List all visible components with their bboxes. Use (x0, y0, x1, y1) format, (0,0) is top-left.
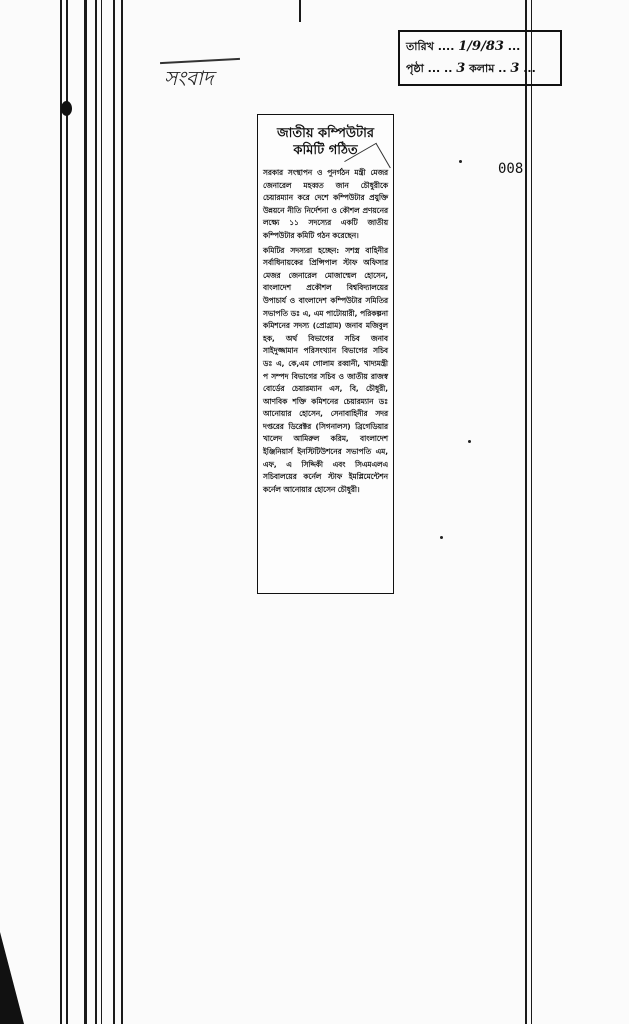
date-stamp (398, 30, 562, 86)
stamp-date-value: 1/9/83 (458, 39, 504, 54)
newspaper-clipping (257, 114, 394, 594)
margin-line (101, 0, 102, 1024)
headline-line-1: জাতীয় কম্পিউটার (276, 126, 375, 141)
page-edge-line (299, 0, 301, 22)
clipping-paragraph-2: কমিটির সদস্যরা হচ্ছেন: সশস্ত্র বাহিনীর সর্বাধিনায়কের প্রিন্সিপাল স্টাফ অফিসার মেজর জেনারেল মোজাম্মেল হোসেন, বাংলাদেশ প্রকৌশল বিশ্ববিদ্যালয়ের উপাচার্য ও বাংলাদেশ কম্পিউটার সমিতির সভাপতি ডঃ এ, এম পাটোয়ারী, পরিকল্পনা কমিশনের সদস্য (প্রোগ্রাম) জনাব মজিবুল হক, অর্থ বিভাগের সচিব জনাব সাইদুজ্জামান পরিসংখ্যান বিভাগের সচিব ডঃ এ, কে,এম গোলাম রব্বানী, খাদ্যমন্ত্রী প সম্পদ বিভাগের সচিব ও জাতীয় রাজস্ব বোর্ডের চেয়ারম্যান এস, বি, চৌধুরী, আণবিক শক্তি কমিশনের চেয়ারম্যান ডঃ আনোয়ার হোসেন, সেনাবাহিনীর সদর দপ্তরের ডিরেক্টর (সিগনালস) ব্রিগেডিয়ার খালেদ আমিরুল করিম, বাংলাদেশ ইঞ্জিনিয়ার্স ইনস্টিটিউশনের সভাপতি এম, এফ, এ সিদ্দিকী এবং সিএমএলএ সচিবালয়ের কর্নেল স্টাফ ইমপ্লিমেন্টেশন কর্নেল আনোয়ার হোসেন চৌধুরী। (263, 245, 388, 494)
handwritten-label-text: সংবাদ (164, 66, 214, 90)
dust-speck (459, 160, 462, 163)
punch-hole (61, 101, 72, 116)
stamp-page-label: পৃষ্ঠা (406, 62, 424, 75)
margin-line (66, 0, 68, 1024)
stamp-page-row: পৃষ্ঠা ... .. 3 কলাম .. 3 ... (406, 61, 536, 76)
page-edge-line (525, 0, 527, 1024)
clipping-paragraph-1: সরকার সংস্থাপন ও পুনর্গঠন মন্ত্রী মেজর জেনারেল মহব্বত জান চৌধুরীকে চেয়ারম্যান করে দেশে কম্পিউটার প্রযুক্তি উন্নয়নে নীতি নির্দেশনা ও কৌশল প্রণয়নের লক্ষ্যে ১১ সদস্যের একটি জাতীয় কম্পিউটার কমিটি গঠন করেছেন। (263, 168, 388, 240)
stamp-page-value: 3 (456, 61, 466, 76)
stamp-column-label: কলাম (469, 62, 495, 75)
handwritten-newspaper-name (164, 64, 213, 97)
stamp-column-value: 3 (510, 61, 520, 76)
margin-line (60, 0, 62, 1024)
margin-line (95, 0, 97, 1024)
dust-speck (440, 536, 443, 539)
stamp-date-label: তারিখ (406, 40, 434, 53)
page-edge-line (531, 0, 532, 1024)
archive-page-number: 008 (498, 161, 524, 177)
dust-speck (468, 440, 471, 443)
underline-mark (160, 58, 240, 64)
stamp-date-row: তারিখ .... 1/9/83 ... (406, 39, 521, 54)
margin-line (121, 0, 123, 1024)
margin-line (84, 0, 87, 1024)
headline-line-2: কমিটি গঠিত (293, 143, 358, 158)
margin-line (113, 0, 115, 1024)
scan-corner-shadow (0, 932, 24, 1024)
